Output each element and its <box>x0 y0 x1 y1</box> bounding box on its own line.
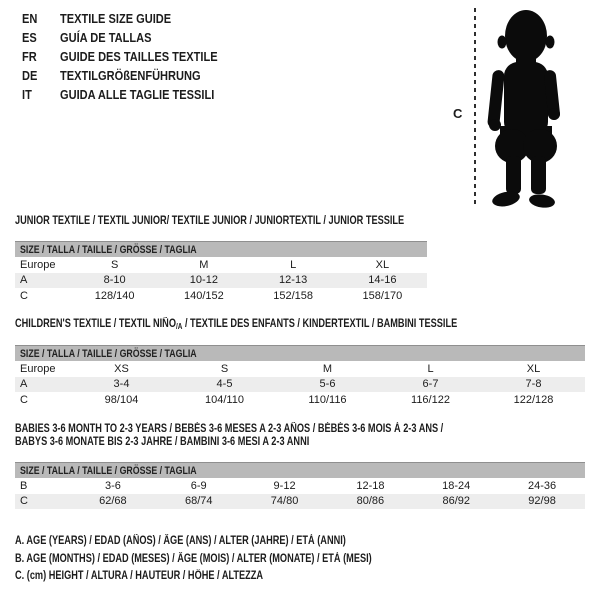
language-row-fr <box>22 47 245 66</box>
legend-notes <box>15 533 461 586</box>
nino-a-subscript: /A <box>175 322 183 331</box>
age-cell: 9-12 <box>273 479 296 492</box>
age-cell: 24-36 <box>527 479 557 492</box>
age-cell: 5-6 <box>319 378 336 391</box>
language-label: GUÍA DE TALLAS <box>60 30 152 45</box>
language-label: TEXTILGRÖßENFÜHRUNG <box>60 68 201 83</box>
height-cell: 62/68 <box>99 495 127 508</box>
age-cell: 3-4 <box>113 378 130 391</box>
language-label: GUIDA ALLE TAGLIE TESSILI <box>60 87 215 102</box>
age-cell: 12-18 <box>356 479 385 492</box>
note-age-months: B. AGE (MONTHS) / EDAD (MESES) / ÂGE (MOIS) / ALTER (MONATE) / ETÀ (MESI) <box>15 552 372 565</box>
size-cell: L <box>290 258 297 271</box>
age-cell: 12-13 <box>279 274 308 287</box>
junior-size-table <box>15 241 427 304</box>
height-cell: 86/92 <box>442 495 470 508</box>
children-section-title: CHILDREN'S TEXTILE / TEXTIL NIÑO/A / TEXTILE DES ENFANTS / KINDERTEXTIL / BAMBINI TESSILE <box>15 318 458 331</box>
height-dashed-line <box>474 8 476 206</box>
size-cell: M <box>322 362 333 375</box>
language-row-en <box>22 9 245 28</box>
row-label: B <box>20 479 28 492</box>
table-row-europe <box>15 361 585 377</box>
age-cell: 3-6 <box>104 479 121 492</box>
language-row-es <box>22 28 245 47</box>
language-code: ES <box>22 30 37 45</box>
age-cell: 8-10 <box>103 274 126 287</box>
table-row-height <box>15 288 427 304</box>
language-list <box>22 9 245 104</box>
size-cell: L <box>427 362 434 375</box>
height-cell: 110/116 <box>308 393 347 406</box>
note-age-years: A. AGE (YEARS) / EDAD (AÑOS) / ÂGE (ANS) / ALTER (JAHRE) / ETÀ (ANNI) <box>15 535 346 547</box>
height-cell: 116/122 <box>411 393 450 406</box>
children-size-table <box>15 345 585 408</box>
row-label: A <box>20 378 28 391</box>
babies-size-table <box>15 462 585 509</box>
size-cell: S <box>220 362 229 375</box>
height-cell: 92/98 <box>528 495 556 508</box>
note-height-cm: C. (cm) HEIGHT / ALTURA / HAUTEUR / HÖHE / ALTEZZA <box>15 570 264 582</box>
size-cell: XS <box>114 362 129 375</box>
table-row-age <box>15 377 585 393</box>
table-row-height <box>15 494 585 510</box>
language-row-de <box>22 66 245 85</box>
height-measure-label: C <box>453 106 463 121</box>
age-cell: 7-8 <box>525 378 542 391</box>
language-code: IT <box>22 87 32 102</box>
language-code: DE <box>22 68 38 83</box>
table-row-age <box>15 273 427 289</box>
size-cell: XL <box>526 362 541 375</box>
junior-section-title: JUNIOR TEXTILE / TEXTIL JUNIOR/ TEXTILE JUNIOR / JUNIORTEXTIL / JUNIOR TESSILE <box>15 215 405 227</box>
height-cell: 80/86 <box>356 495 385 508</box>
height-cell: 98/104 <box>104 393 139 406</box>
height-cell: 152/158 <box>273 289 313 302</box>
height-cell: 158/170 <box>362 289 403 302</box>
age-cell: 10-12 <box>189 274 218 287</box>
language-label: TEXTILE SIZE GUIDE <box>60 11 172 26</box>
language-code: FR <box>22 49 37 64</box>
height-cell: 74/80 <box>270 495 299 508</box>
table-row-height <box>15 392 585 408</box>
size-cell: XL <box>375 258 390 271</box>
age-cell: 4-5 <box>216 378 233 391</box>
height-cell: 104/110 <box>205 393 244 406</box>
row-label: C <box>20 495 28 508</box>
height-cell: 68/74 <box>184 495 213 508</box>
table-row-age-months <box>15 478 585 494</box>
language-row-it <box>22 85 245 104</box>
height-cell: 140/152 <box>183 289 224 302</box>
size-cell: M <box>199 258 209 271</box>
babies-section-title: BABIES 3-6 MONTH TO 2-3 YEARS / BEBÉS 3-6 MESES A 2-3 AÑOS / BÉBÉS 3-6 MOIS À 2-3 ANS / BABYS 3-6 MONATE BIS 2-3 JAHRE / BAMBINI 3-6 MESI A 2-3 ANNI <box>15 423 444 448</box>
baby-silhouette-image <box>484 6 576 208</box>
size-header-row: SIZE / TALLA / TAILLE / GRÖSSE / TAGLIA <box>15 241 427 257</box>
language-label: GUIDE DES TAILLES TEXTILE <box>60 49 218 64</box>
size-header-row: SIZE / TALLA / TAILLE / GRÖSSE / TAGLIA <box>15 462 585 478</box>
age-cell: 14-16 <box>368 274 397 287</box>
table-row-europe <box>15 257 427 273</box>
height-cell: 122/128 <box>513 393 554 406</box>
row-label: C <box>20 393 28 406</box>
height-cell: 128/140 <box>94 289 135 302</box>
language-code: EN <box>22 11 38 26</box>
size-header-row: SIZE / TALLA / TAILLE / GRÖSSE / TAGLIA <box>15 345 585 361</box>
age-cell: 6-7 <box>422 378 439 391</box>
age-cell: 6-9 <box>190 479 207 492</box>
size-cell: S <box>110 258 119 271</box>
age-cell: 18-24 <box>442 479 471 492</box>
row-label: A <box>20 274 28 287</box>
row-label: Europe <box>20 362 56 375</box>
row-label: Europe <box>20 258 56 271</box>
row-label: C <box>20 289 28 302</box>
